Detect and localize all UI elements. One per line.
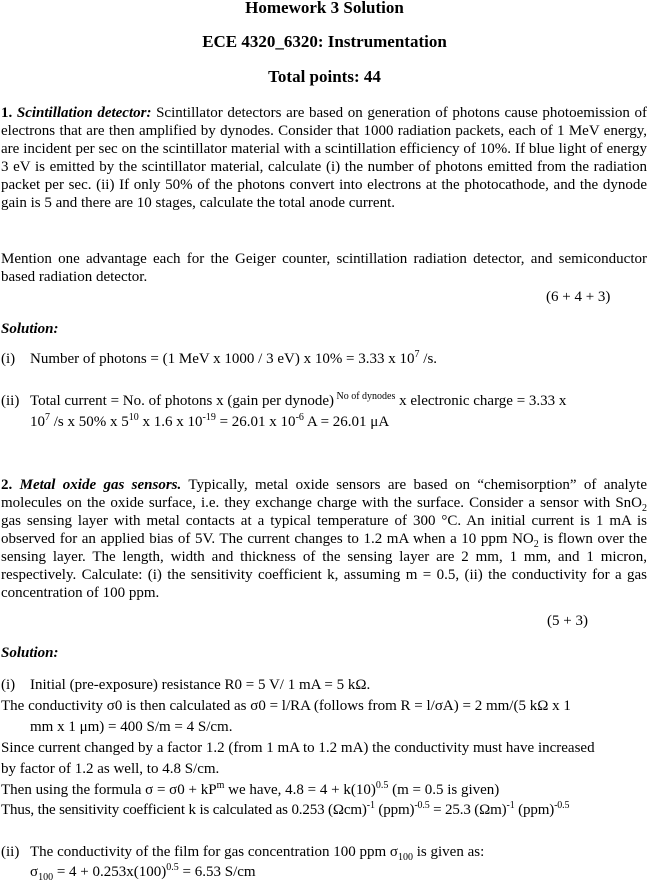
q1-sol-ii-e: x 1.6 x 10 (138, 414, 203, 430)
q2-s2-text: The conductivity of the film for gas concentration 100 ppm σ (30, 844, 398, 860)
q2-text-c: is flown over the sensing layer. The length, width and thickness of the sensing layer are 2 mm, 1 mm, and 1 micron, respectively. Calculate: (i) the sensitivity coefficient k, assuming m = 0.5, (ii) the conductivity for a gas concentration of 100 ppm. (1, 531, 648, 601)
q2-sol-line5: by factor of 1.2 as well, to 4.8 S/cm. (1, 761, 220, 777)
q2-l7-sup3: -1 (506, 800, 515, 811)
q2-l7-sup1: -1 (366, 800, 375, 811)
q2-sol-line3: mm x 1 μm) = 400 S/m = 4 S/cm. (30, 719, 233, 735)
q1-sol-ii-line2 (30, 413, 389, 431)
q1-statement (1, 104, 647, 212)
q1-sol-ii-d: /s x 50% x 5 (50, 414, 129, 430)
q2-text-sub2: 2 (533, 539, 539, 550)
q2-sol-ii-label: (ii) (1, 844, 20, 860)
q1-sol-i (30, 350, 437, 368)
document-title: Homework 3 Solution (245, 0, 404, 17)
q1-sol-ii-a: Total current = No. of photons x (gain per dynode) (30, 393, 334, 409)
q1-sol-i-text: Number of photons = (1 MeV x 1000 / 3 eV) x 10% = 3.33 x 10 (30, 351, 415, 367)
q2-sol-line2: The conductivity σ0 is then calculated as σ0 = l/RA (follows from R = l/σA) = 2 mm/(5 kΩ x 1 (1, 698, 571, 714)
q1-sol-i-label: (i) (1, 351, 16, 367)
q1-marks: (6 + 4 + 3) (546, 289, 611, 305)
q1-text: Scintillator detectors are based on generation of photons cause photoemission of electrons that are then amplified by dynodes. Consider that 1000 radiation packets, each of 1 MeV energy, are incident per sec on the scintillator material with a scintillation efficiency of 10%. If blue light of energy 3 eV is emitted by the scintillator material, calculate (i) the number of photons emitted from the radiation packet per sec. (ii) If only 50% of the photons convert into electrons at the photocathode, and the dynode gain is 5 and there are 10 stages, calculate the total anode current. (1, 105, 648, 211)
q2-marks: (5 + 3) (547, 613, 588, 629)
q1-number: 1. (1, 105, 13, 121)
q2-s2-end: is given as: (413, 844, 485, 860)
q1-sol-ii-sup: No of dynodes (334, 391, 396, 402)
q1-sol-ii-c-sup: 7 (45, 412, 50, 423)
q1-sol-ii-line1 (30, 392, 566, 410)
q2-s2-l2-sub: 100 (38, 872, 54, 883)
q2-text-sub1: 2 (642, 503, 647, 514)
q1-heading: Scintillation detector: (16, 105, 152, 121)
q1-solution-label: Solution: (1, 321, 59, 337)
q2-solution-label: Solution: (1, 645, 59, 661)
q1-sol-ii-label: (ii) (1, 393, 20, 409)
q2-l6-a: Then using the formula σ = σ0 + kP (1, 782, 217, 798)
q2-s2-l2-a: σ (30, 864, 39, 880)
course-title: ECE 4320_6320: Instrumentation (202, 32, 447, 51)
q2-l7-d: (ppm) (514, 802, 555, 818)
q2-sol-line6 (1, 781, 499, 799)
q2-sol-ii-line1 (30, 843, 484, 861)
q2-l7-sup2: -0.5 (414, 800, 430, 811)
q2-l6-b: we have, 4.8 = 4 + k(10) (224, 782, 376, 798)
q1-sol-ii-c: 10 (30, 414, 45, 430)
q2-statement (1, 476, 647, 602)
q2-heading: Metal oxide gas sensors. (19, 477, 182, 493)
q2-sol-i-text: Initial (pre-exposure) resistance R0 = 5 V/ 1 mA = 5 kΩ. (30, 677, 371, 693)
q2-s2-l2-c: = 6.53 S/cm (178, 864, 256, 880)
q2-text-b: gas sensing layer with metal contacts at a typical temperature of 300 °C. An initial current is 1 mA is observed for an applied bias of 5V. The current changes to 1.2 mA when a 10 ppm NO (1, 513, 647, 547)
q2-l6-sup: m (216, 780, 225, 791)
q1-statement-2: Mention one advantage each for the Geiger counter, scintillation radiation detector, and semiconductor based radiation detector. (1, 251, 647, 285)
q2-sol-ii-line2 (30, 863, 256, 881)
q1-sol-ii-e-sup: -19 (202, 412, 216, 423)
q2-l6-c: (m = 0.5 is given) (388, 782, 500, 798)
q1-sol-ii-g: A = 26.01 μA (303, 414, 390, 430)
q2-s2-l2-b: = 4 + 0.253x(100) (53, 864, 167, 880)
q2-number: 2. (1, 477, 13, 493)
q2-sol-line4: Since current changed by a factor 1.2 (from 1 mA to 1.2 mA) the conductivity must have increased (1, 740, 595, 756)
q2-l7-a: Thus, the sensitivity coefficient k is calculated as 0.253 (Ωcm) (1, 802, 367, 818)
q1-sol-i-end: /s. (419, 351, 438, 367)
total-points: Total points: 44 (268, 67, 381, 86)
q1-sol-ii-d-sup: 10 (128, 412, 139, 423)
q2-sol-line7 (1, 801, 569, 819)
q2-l7-sup4: -0.5 (554, 800, 570, 811)
q1-sol-i-sup: 7 (414, 349, 420, 360)
q2-l7-c: = 25.3 (Ωm) (429, 802, 507, 818)
q2-s2-l2-sup: 0.5 (166, 862, 179, 873)
q2-s2-sub: 100 (398, 852, 413, 863)
q2-l7-b: (ppm) (374, 802, 415, 818)
q1-sol-ii-b: x electronic charge = 3.33 x (395, 393, 567, 409)
q2-l6-sup2: 0.5 (375, 780, 389, 791)
q1-sol-ii-f-sup: -6 (295, 412, 304, 423)
q1-sol-ii-f: = 26.01 x 10 (215, 414, 296, 430)
q2-text-a: Typically, metal oxide sensors are based on “chemisorption” of analyte molecules on the oxide surface, i.e. they exchange charge with the surface. Consider a sensor with SnO (1, 477, 648, 511)
q2-sol-i-label: (i) (1, 677, 16, 693)
